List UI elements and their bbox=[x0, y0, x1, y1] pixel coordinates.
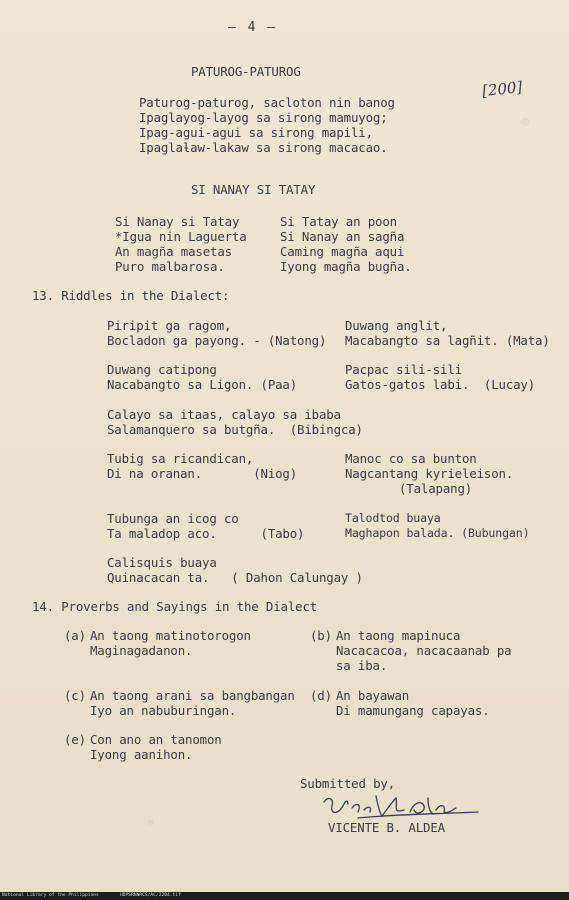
submitted-by-label: Submitted by, bbox=[300, 776, 396, 791]
riddle-line: Nagcantang kyrieleison. bbox=[345, 466, 514, 481]
proverb-line: Di mamungang capayas. bbox=[336, 703, 490, 718]
riddle-line: Quinacacan ta. ( Dahon Calungay ) bbox=[107, 570, 363, 585]
proverb-line: Con ano an tanomon bbox=[90, 732, 222, 747]
poem-line: Ipaglayog-layog sa sirong mamuyog; bbox=[139, 110, 388, 125]
proverb-line: An bayawan bbox=[336, 688, 410, 703]
proverb-line: An taong matinotorogon bbox=[90, 628, 251, 643]
submitter-name: VICENTE B. ALDEA bbox=[328, 820, 445, 835]
riddle-line: Maghapon balada. (Bubungan) bbox=[345, 526, 530, 540]
proverb-line: sa iba. bbox=[336, 658, 388, 673]
proverb-label: (d) bbox=[310, 688, 332, 703]
paper-spot bbox=[148, 820, 154, 825]
section-heading: 13. Riddles in the Dialect: bbox=[32, 288, 230, 303]
footer-bar bbox=[0, 892, 569, 900]
riddle-line: Calisquis buaya bbox=[107, 555, 217, 570]
riddle-line: Nacabangto sa Ligon. (Paa) bbox=[107, 377, 298, 392]
proverb-line: Iyong aanihon. bbox=[90, 747, 193, 762]
riddle-line: Talodtod buaya bbox=[345, 511, 441, 525]
riddle-line: Tubig sa ricandican, bbox=[107, 451, 254, 466]
poem-line-right: Caming magña aqui bbox=[280, 244, 405, 259]
footer-left: National Library of the Philippines bbox=[2, 893, 99, 898]
riddle-line: Duwang catipong bbox=[107, 362, 217, 377]
paper-spot bbox=[520, 118, 530, 126]
riddle-line: Di na oranan. (Niog) bbox=[107, 466, 298, 481]
poem-line-left: Puro malbarosa. bbox=[115, 259, 225, 274]
poem-line: Ipag-agui-agui sa sirong mapili, bbox=[139, 125, 373, 140]
poem-line-right: Si Nanay an sagña bbox=[280, 229, 405, 244]
signature-stroke bbox=[324, 796, 478, 818]
riddle-line: Tubunga an icog co bbox=[107, 511, 239, 526]
proverb-line: Maginagadanon. bbox=[90, 643, 193, 658]
proverb-line: Nacacacoa, nacacaanab pa bbox=[336, 643, 512, 658]
proverb-line: An taong arani sa bangbangan bbox=[90, 688, 295, 703]
page-number: – 4 – bbox=[228, 20, 278, 35]
poem-line-right: Iyong magña bugña. bbox=[280, 259, 412, 274]
poem-line: Paturog-paturog, sacloton nin banog bbox=[139, 95, 395, 110]
proverb-line: Iyo an nabuburingan. bbox=[90, 703, 237, 718]
handwritten-note: [200] bbox=[481, 77, 524, 101]
proverb-label: (a) bbox=[64, 628, 86, 643]
riddle-line: Gatos-gatos labi. (Lucay) bbox=[345, 377, 536, 392]
section-heading: 14. Proverbs and Sayings in the Dialect bbox=[32, 599, 318, 614]
riddle-line: Duwang anglit, bbox=[345, 318, 448, 333]
riddle-line: Salamanquero sa butgña. (Bibingca) bbox=[107, 422, 363, 437]
riddle-line: Ta maladop aco. (Tabo) bbox=[107, 526, 305, 541]
riddle-line: Pacpac sili-sili bbox=[345, 362, 462, 377]
riddle-line: Calayo sa itaas, calayo sa ibaba bbox=[107, 407, 341, 422]
riddle-line: Macabangto sa lagñit. (Mata) bbox=[345, 333, 550, 348]
proverb-label: (e) bbox=[64, 732, 86, 747]
poem-line-right: Si Tatay an poon bbox=[280, 214, 397, 229]
poem-title: SI NANAY SI TATAY bbox=[191, 182, 316, 197]
riddle-line: Piripit ga ragom, bbox=[107, 318, 232, 333]
proverb-label: (c) bbox=[64, 688, 86, 703]
riddle-line: Manoc co sa bunton bbox=[345, 451, 477, 466]
proverb-line: An taong mapinuca bbox=[336, 628, 461, 643]
poem-line-left: An magña masetas bbox=[115, 244, 232, 259]
poem-title: PATUROG-PATUROG bbox=[191, 64, 301, 79]
riddle-line: Bocladon ga payong. - (Natong) bbox=[107, 333, 327, 348]
footer-right: HDPSRNNRCS/AC/2204.tif bbox=[120, 893, 181, 898]
poem-line: Ipaglaƚaw-lakaw sa sirong macacao. bbox=[139, 140, 388, 155]
poem-line-left: *Igua nin Laguerta bbox=[115, 229, 247, 244]
riddle-answer: (Talapang) bbox=[399, 481, 473, 496]
poem-line-left: Si Nanay si Tatay bbox=[115, 214, 240, 229]
proverb-label: (b) bbox=[310, 628, 332, 643]
